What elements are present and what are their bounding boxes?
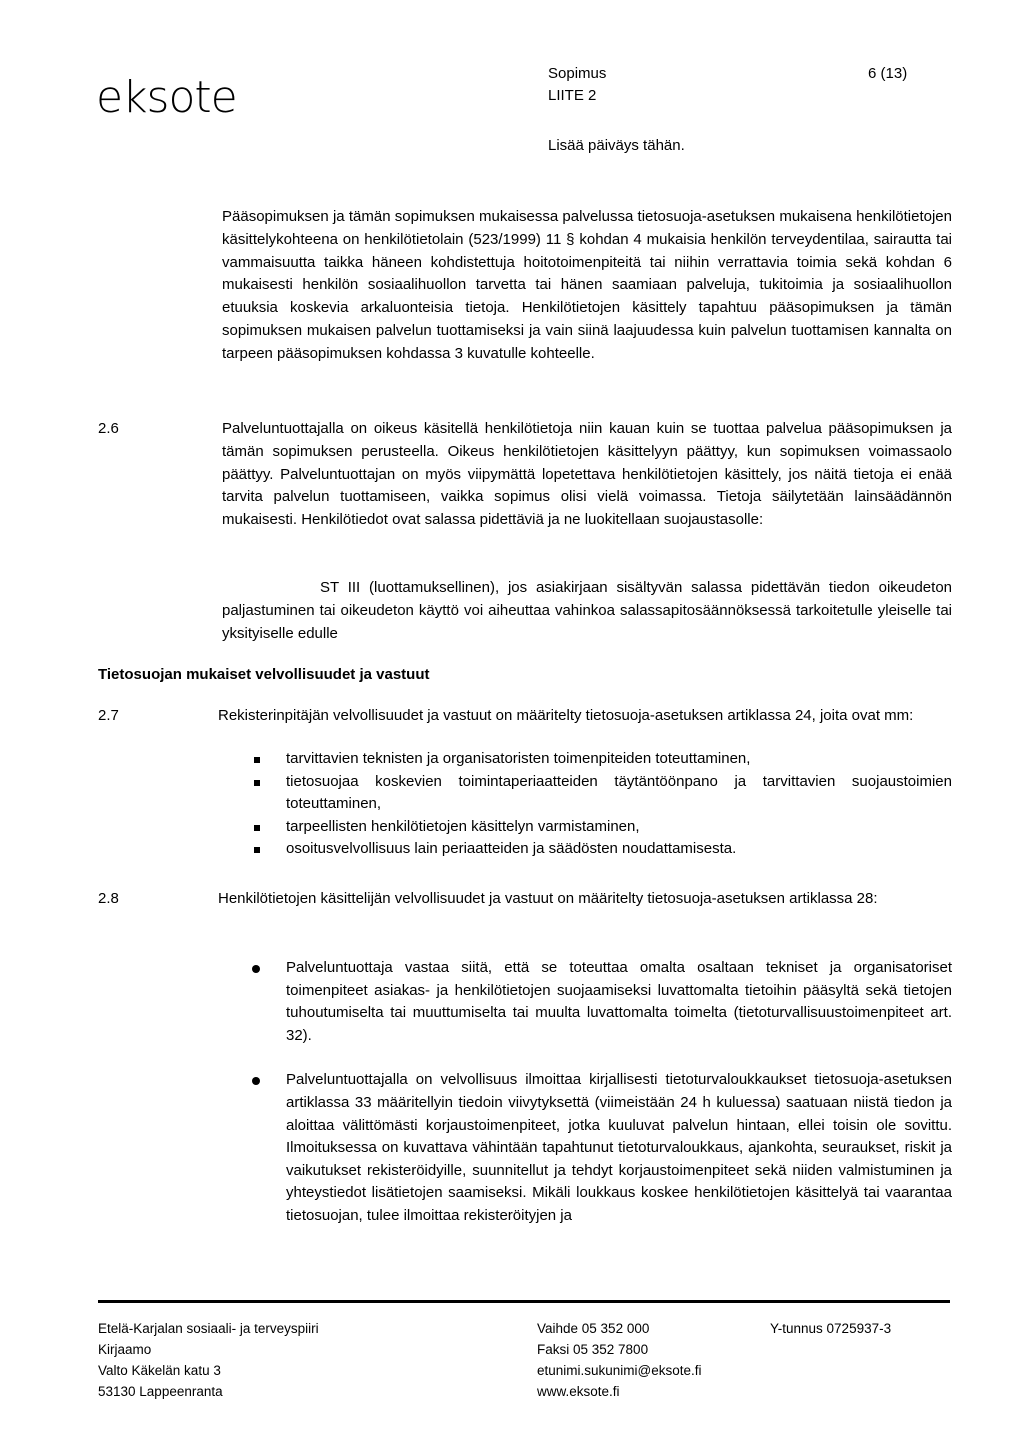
square-bullet-icon	[254, 757, 260, 763]
square-bullet-icon	[254, 847, 260, 853]
list-item: Palveluntuottaja vastaa siitä, että se toteuttaa omalta osaltaan tekniset ja organisatoriset toimenpiteet asiakas- ja henkilötietojen suojaamiseksi luvattomalta tietoihin pääsyltä sekä tietojen tuhoutumiselta tai muuttumiselta tai muulta luvattomalta toimelta (tietoturvallisuustoimenpiteet art. 32).	[218, 957, 952, 1047]
section-2-8-number: 2.8	[98, 890, 119, 907]
list-item: tietosuojaa koskevien toimintaperiaatteiden täytäntöönpano ja tarvittavien suojaustoimien toteuttaminen,	[218, 771, 952, 816]
section-2-8-text: Henkilötietojen käsittelijän velvollisuudet ja vastuut on määritelty tietosuoja-asetuksen artiklassa 28:	[218, 890, 878, 907]
section-2-6-text: Palveluntuottajalla on oikeus käsitellä henkilötietoja niin kauan kuin se tuottaa palvelua pääsopimuksen ja tämän sopimuksen perusteella. Oikeus henkilötietojen käsittelyyn päättyy, kun sopimuksen voimassaolo päättyy. Palveluntuottajan on myös viipymättä lopetettava henkilötietojen käsittely, jos näitä tietoja ei enää tarvita palvelun tuottamiseen, vaikka sopimus olisi vielä voimassa. Tietoja säilytetään lainsäädännön mukaisesti. Henkilötiedot ovat salassa pidettäviä ja ne luokitellaan suojaustasolle:	[222, 420, 952, 529]
section-heading: Tietosuojan mukaiset velvollisuudet ja vastuut	[98, 666, 430, 683]
section-2-7-text: Rekisterinpitäjän velvollisuudet ja vastuut on määritelty tietosuoja-asetuksen artiklassa 24, joita ovat mm:	[218, 707, 914, 724]
intro-paragraph: Pääsopimuksen ja tämän sopimuksen mukaisessa palvelussa tietosuoja-asetuksen mukaisena henkilötietojen käsittelykohteena on henkilötietolain (523/1999) 11 § kohdan 4 mukaisia henkilön terveydentilaa, sairautta tai vammaisuutta taikka häneen kohdistettuja hoitotoimenpiteitä tai niihin verrattavia toimia sekä kohdan 6 mukaisesti henkilön sosiaalihuollon tarvetta tai hänen saamiaan palveluja, tukitoimia ja sosiaalihuollon etuuksia koskevia arkaluonteisia tietoja. Henkilötietojen käsittely tapahtuu pääsopimuksen ja tämän sopimuksen mukaisen palvelun tuottamiseksi ja vain siinä laajuudessa kuin palvelun tuottamisen kannalta on tarpeen pääsopimuksen kohdassa 3 kuvatulle kohteelle.	[222, 208, 952, 362]
footer-business-id: Y-tunnus 0725937-3	[770, 1321, 892, 1336]
list-item: tarpeellisten henkilötietojen käsittelyn varmistaminen,	[218, 816, 952, 839]
footer-address: Etelä-Karjalan sosiaali- ja terveyspiiri Kirjaamo Valto Käkelän katu 3 53130 Lappeenranta	[98, 1321, 319, 1399]
round-bullet-icon	[252, 965, 260, 973]
list-item: Palveluntuottajalla on velvollisuus ilmoittaa kirjallisesti tietoturvaloukkaukset tietosuoja-asetuksen artiklassa 33 määritellyin tiedoin viivytyksettä (viimeistään 24 h kuluessa) saatuaan niistä tiedon ja aloittaa välittömästi korjaustoimenpiteet, jotka kuuluvat palvelun hintaan, ellei toisin ole sovittu. Ilmoituksessa on kuvattava vähintään tapahtunut tietoturvaloukkaus, ajankohta, seuraukset, riskit ja vaikutukset rekisteröidyille, suunnitellut ja tehdyt korjaustoimenpiteet sekä niiden valmistuminen ja yhteystiedot lisätietojen saamiseksi. Mikäli loukkaus koskee henkilötietojen käsittelyä tai vaarantaa tietosuojan, tulee ilmoittaa rekisteröityjen ja	[218, 1069, 952, 1227]
classification-paragraph: ST III (luottamuksellinen), jos asiakirjaan sisältyvän salassa pidettävän tiedon oikeudeton paljastuminen tai oikeudeton käyttö voi aiheuttaa vahinkoa salassapitosäännöksessä tarkoitetulle yleiselle tai yksityiselle edulle	[222, 579, 952, 642]
footer-divider	[98, 1300, 950, 1303]
eksote-logo: eksote	[96, 72, 237, 123]
attachment-label: LIITE 2	[548, 87, 597, 104]
section-2-6-number: 2.6	[98, 420, 119, 437]
page-number: 6 (13)	[868, 65, 908, 82]
list-item: osoitusvelvollisuus lain periaatteiden ja säädösten noudattamisesta.	[218, 838, 952, 861]
square-bullet-icon	[254, 780, 260, 786]
footer-contact: Vaihde 05 352 000 Faksi 05 352 7800 etunimi.sukunimi@eksote.fi www.eksote.fi	[537, 1321, 702, 1399]
round-bullet-icon	[252, 1077, 260, 1085]
square-bullet-icon	[254, 825, 260, 831]
document-type: Sopimus	[548, 65, 607, 82]
section-2-7-number: 2.7	[98, 707, 119, 724]
date-placeholder: Lisää päiväys tähän.	[548, 137, 685, 154]
section-2-8-list	[218, 957, 952, 1228]
list-item: tarvittavien teknisten ja organisatoristen toimenpiteiden toteuttaminen,	[218, 748, 952, 771]
section-2-7-list	[218, 748, 952, 861]
